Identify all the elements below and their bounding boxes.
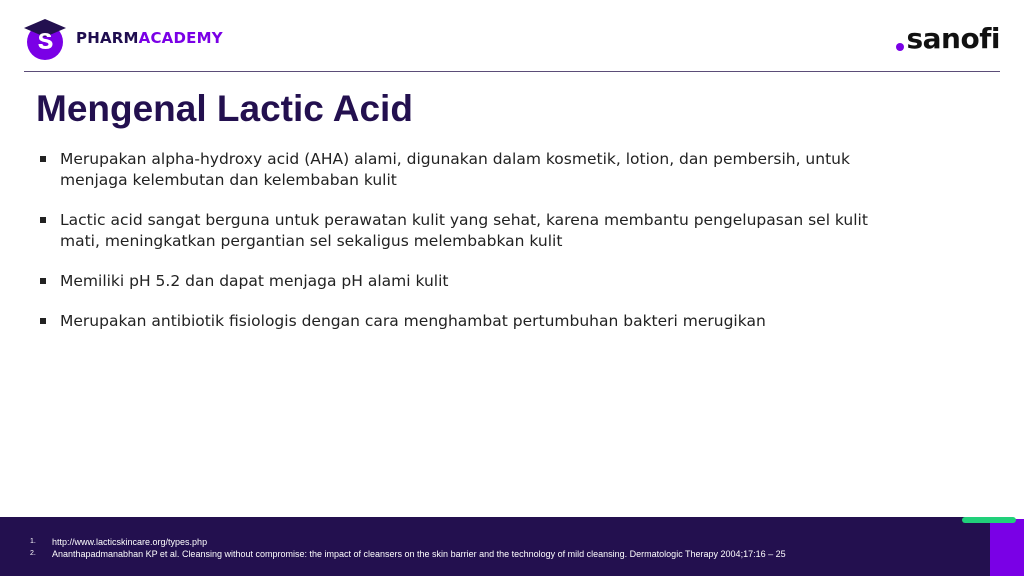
- reference-item: [30, 548, 786, 560]
- reference-number: 1.: [30, 538, 36, 545]
- reference-item: [30, 536, 786, 548]
- bullet-item: [40, 210, 900, 252]
- footer-accent-block: [990, 519, 1024, 576]
- bullet-text: Lactic acid sangat berguna untuk perawatan kulit yang sehat, karena membantu pengelupasan sel kulit mati, meningkatkan pergantian sel sekaligus melembabkan kulit: [60, 211, 868, 250]
- graduation-cap-icon: [22, 15, 68, 61]
- bullet-list: [40, 149, 900, 351]
- header-divider: [24, 71, 1000, 72]
- reference-text: Ananthapadmanabhan KP et al. Cleansing without compromise: the impact of cleansers on the skin barrier and the technology of mild cleansing. Dermatologic Therapy 2004;17:16 – 25: [52, 549, 786, 559]
- footer-green-bar: [962, 517, 1016, 523]
- logo-dot-icon: [896, 43, 904, 51]
- brand-name-secondary: ACADEMY: [138, 29, 223, 47]
- bullet-item: [40, 311, 900, 332]
- bullet-text: Merupakan antibiotik fisiologis dengan cara menghambat pertumbuhan bakteri merugikan: [60, 312, 766, 330]
- reference-link[interactable]: http://www.lacticskincare.org/types.php: [52, 537, 208, 547]
- bullet-text: Memiliki pH 5.2 dan dapat menjaga pH alami kulit: [60, 272, 449, 290]
- brand-name: [76, 29, 223, 47]
- square-bullet-icon: [40, 217, 46, 223]
- bullet-text: Merupakan alpha-hydroxy acid (AHA) alami, digunakan dalam kosmetik, lotion, dan pembersih, untuk menjaga kelembutan dan kelembaban kulit: [60, 150, 850, 189]
- square-bullet-icon: [40, 156, 46, 162]
- sanofi-wordmark: sanofi: [906, 22, 1000, 55]
- slide-title: Mengenal Lactic Acid: [36, 88, 413, 129]
- sanofi-logo: [896, 22, 1000, 55]
- bullet-item: [40, 271, 900, 292]
- references-list: [30, 536, 786, 560]
- brand-name-primary: PHARM: [76, 29, 139, 47]
- bullet-item: [40, 149, 900, 191]
- square-bullet-icon: [40, 278, 46, 284]
- square-bullet-icon: [40, 318, 46, 324]
- pharmacademy-logo: [22, 14, 223, 62]
- reference-number: 2.: [30, 550, 36, 557]
